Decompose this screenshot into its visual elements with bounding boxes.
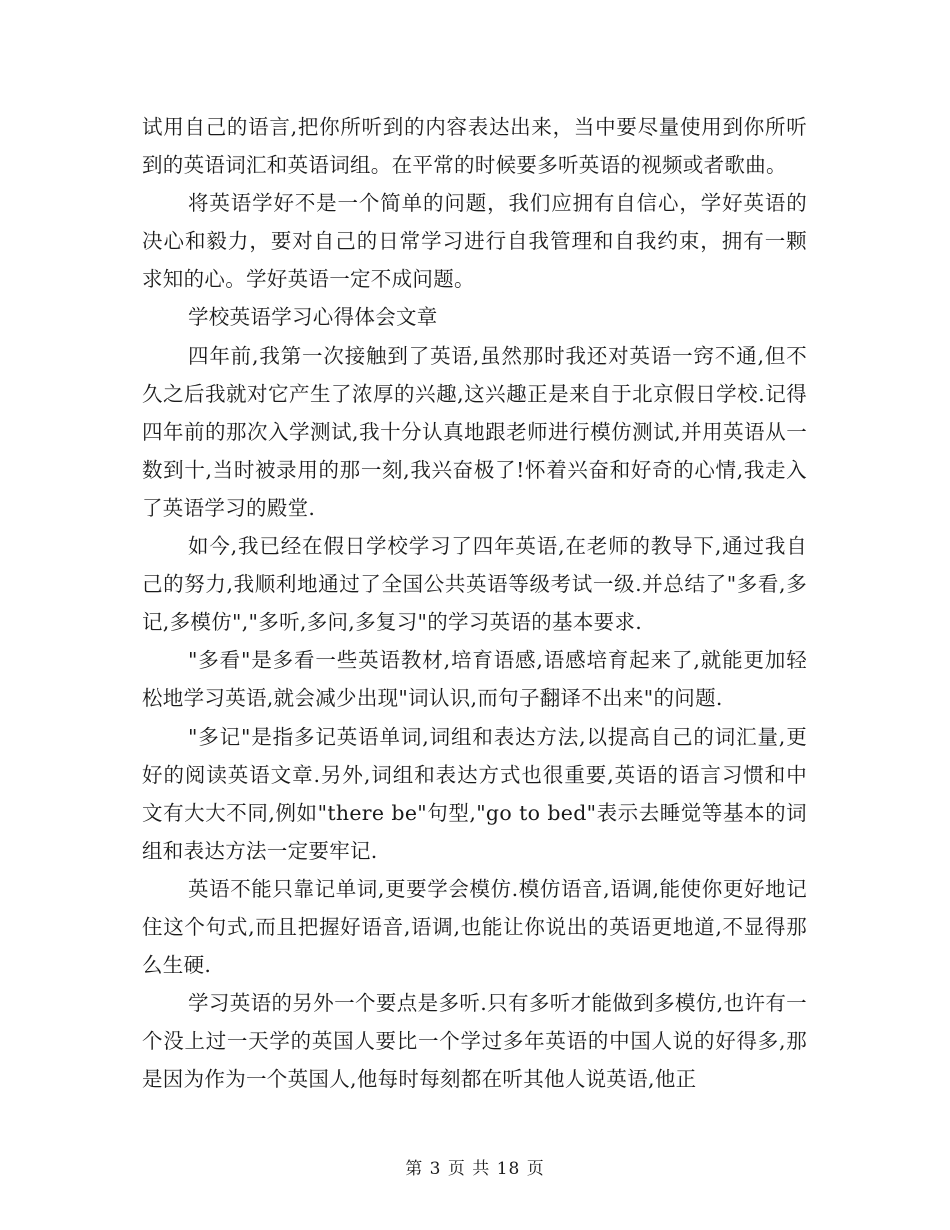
paragraph: 英语不能只靠记单词,更要学会模仿.模仿语音,语调,能使你更好地记住这个句式,而且把握好语音,语调,也能让你说出的英语更地道,不显得那么生硬. — [142, 876, 807, 978]
paragraph: 如今,我已经在假日学校学习了四年英语,在老师的教导下,通过我自己的努力,我顺利地通过了全国公共英语等级考试一级.并总结了"多看,多记,多模仿","多听,多问,多复习"的学习英语的基本要求. — [142, 534, 807, 635]
paragraph: 四年前,我第一次接触到了英语,虽然那时我还对英语一窍不通,但不久之后我就对它产生了浓厚的兴趣,这兴趣正是来自于北京假日学校.记得四年前的那次入学测试,我十分认真地跟老师进行模仿测试,并用英语从一数到十,当时被录用的那一刻,我兴奋极了!怀着兴奋和好奇的心情,我走入了英语学习的殿堂. — [142, 343, 807, 520]
paragraph: "多看"是多看一些英语教材,培育语感,语感培育起来了,就能更加轻松地学习英语,就会减少出现"词认识,而句子翻译不出来"的问题. — [142, 648, 807, 711]
document-body — [142, 108, 807, 1098]
paragraph: 试用自己的语言,把你所听到的内容表达出来，当中要尽量使用到你所听到的英语词汇和英语词组。在平常的时候要多听英语的视频或者歌曲。 — [142, 115, 807, 178]
page-number-footer: 第 3 页 共 18 页 — [405, 1159, 545, 1179]
paragraph: 将英语学好不是一个简单的问题，我们应拥有自信心，学好英语的决心和毅力，要对自己的日常学习进行自我管理和自我约束，拥有一颗求知的心。学好英语一定不成问题。 — [142, 191, 807, 292]
paragraph: "多记"是指多记英语单词,词组和表达方法,以提高自己的词汇量,更好的阅读英语文章.另外,词组和表达方式也很重要,英语的语言习惯和中文有大大不同,例如"there be"句型,"go to bed"表示去睡觉等基本的词组和表达方法一定要牢记. — [142, 724, 807, 863]
paragraph: 学习英语的另外一个要点是多听.只有多听才能做到多模仿,也许有一个没上过一天学的英国人要比一个学过多年英语的中国人说的好得多,那是因为作为一个英国人,他每时每刻都在听其他人说英语,他正 — [142, 991, 807, 1092]
article-title: 学校英语学习心得体会文章 — [188, 305, 438, 330]
